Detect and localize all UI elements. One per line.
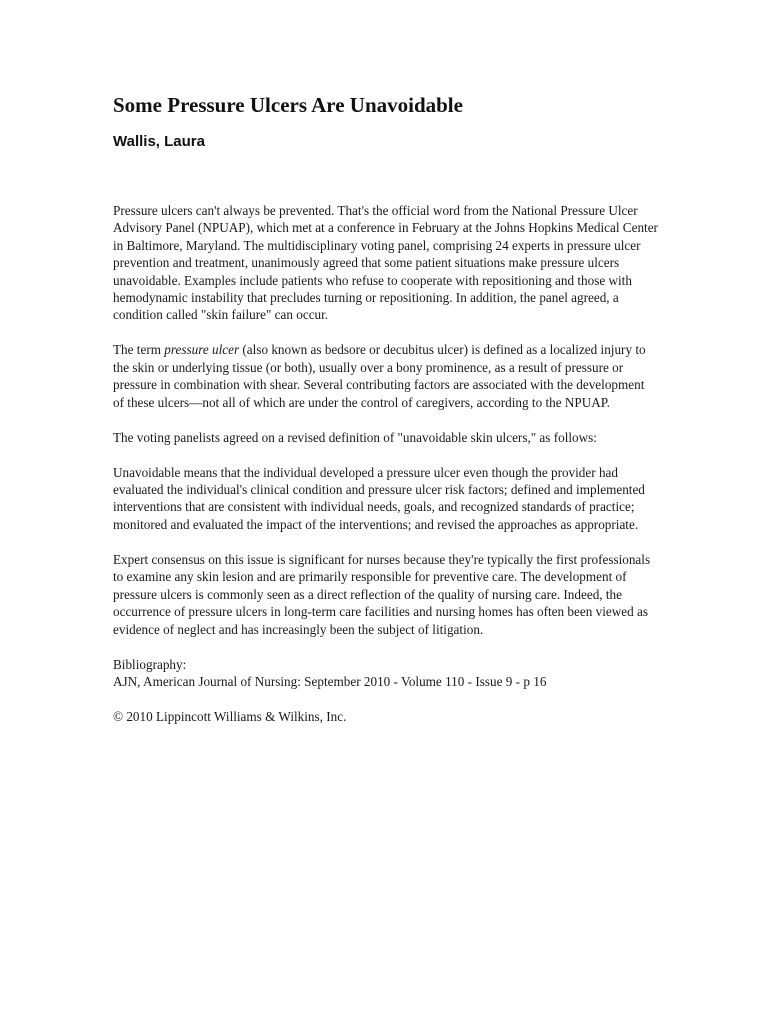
paragraph-definition (113, 341, 658, 411)
bibliography-label: Bibliography: (113, 656, 187, 672)
paragraph-expert-consensus: Expert consensus on this issue is significant for nurses because they're typically the first professionals to examine any skin lesion and are primarily responsible for preventive care. The development of pressure ulcers is commonly seen as a direct reflection of the quality of nursing care. Indeed, the occurrence of pressure ulcers in long-term care facilities and nursing homes has often been viewed as evidence of neglect and has increasingly been the subject of litigation. (113, 551, 651, 637)
term-pressure-ulcer: pressure ulcer (164, 342, 240, 358)
bibliography-citation: AJN, American Journal of Nursing: September 2010 - Volume 110 - Issue 9 - p 16 (113, 673, 547, 689)
article-author: Wallis, Laura (113, 133, 205, 150)
article (113, 92, 658, 743)
paragraph-revised-definition: The voting panelists agreed on a revised definition of "unavoidable skin ulcers," as follows: (113, 429, 597, 445)
paragraph-unavoidable-meaning: Unavoidable means that the individual developed a pressure ulcer even though the provider had evaluated the individual's clinical condition and pressure ulcer risk factors; defined and implemented interventions that are consistent with individual needs, goals, and recognized standards of practice; monitored and evaluated the impact of the interventions; and revised the approaches as appropriate. (113, 464, 645, 532)
paragraph-definition-rest: (also known as bedsore or decubitus ulcer) is defined as a localized injury to the skin or underlying tissue (or both), usually over a bony prominence, as a result of pressure or pressure in combination with shear. Several contributing factors are associated with the development of these ulcers—not all of which are under the control of caregivers, according to the NPUAP. (113, 342, 646, 410)
paragraph-intro: Pressure ulcers can't always be prevented. That's the official word from the National Pressure Ulcer Advisory Panel (NPUAP), which met at a conference in February at the Johns Hopkins Medical Center in Baltimore, Maryland. The multidisciplinary voting panel, comprising 24 experts in pressure ulcer prevention and treatment, unanimously agreed that some patient situations make pressure ulcers unavoidable. Examples include patients who refuse to cooperate with repositioning and those with hemodynamic instability that precludes turning or repositioning. In addition, the panel agreed, a condition called "skin failure" can occur. (113, 203, 658, 323)
paragraph-definition-lead: The term (113, 342, 165, 358)
article-title: Some Pressure Ulcers Are Unavoidable (113, 93, 463, 117)
bibliography (113, 656, 658, 691)
copyright-notice: © 2010 Lippincott Williams & Wilkins, Inc. (113, 708, 347, 724)
article-body (113, 202, 658, 725)
